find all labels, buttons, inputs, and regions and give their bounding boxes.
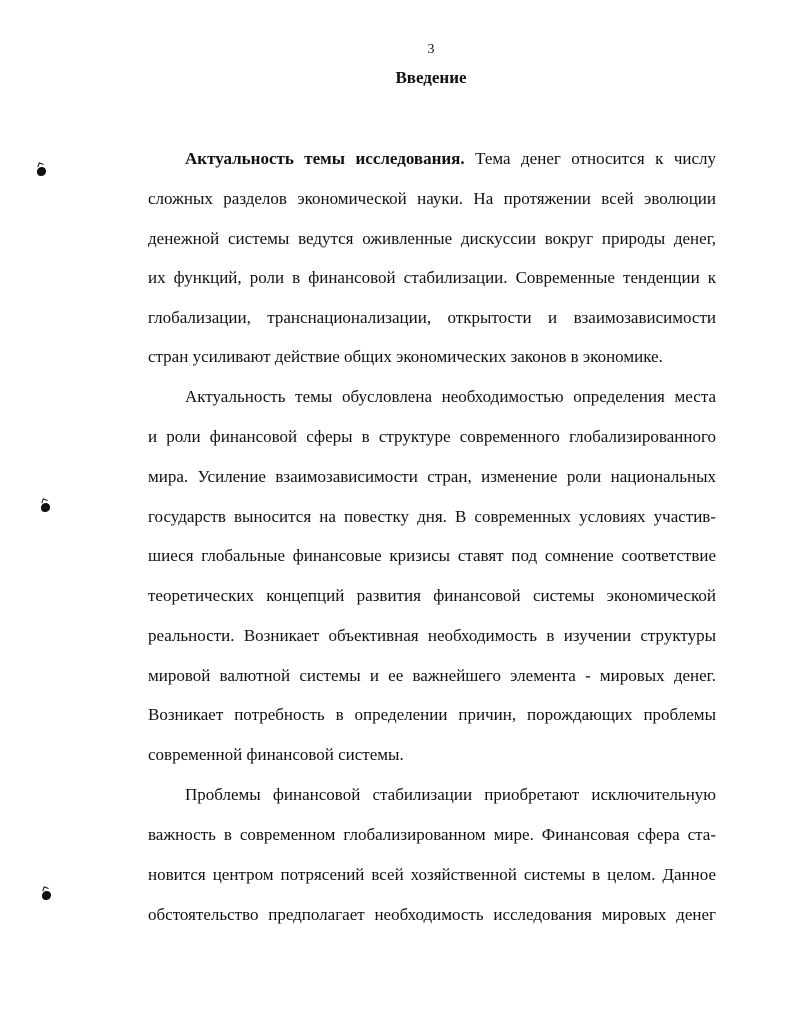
margin-mark — [41, 503, 50, 512]
paragraph-line — [185, 147, 716, 171]
paragraph-line: шиеся глобальные финансовые кризисы ставят под сомнение соответствие — [148, 546, 716, 565]
paragraph-line: Возникает потребность в определении причин, порождающих проблемы — [148, 705, 716, 724]
paragraph-line: современной финансовой системы. — [148, 745, 404, 764]
paragraph-line: стран усиливают действие общих экономических законов в экономике. — [148, 347, 663, 366]
paragraph-line: Проблемы финансовой стабилизации приобретают исключительную — [185, 785, 716, 804]
paragraph-line: теоретических концепций развития финансовой системы экономической — [148, 586, 716, 605]
page-number: 3 — [427, 42, 435, 57]
paragraph-line: реальности. Возникает объективная необходимость в изучении структуры — [148, 626, 716, 645]
paragraph-line: Актуальность темы обусловлена необходимостью определения места — [185, 387, 716, 406]
paragraph-line: денежной системы ведутся оживленные дискуссии вокруг природы денег, — [148, 229, 716, 248]
paragraph-line: обстоятельство предполагает необходимость исследования мировых денег — [148, 905, 716, 924]
paragraph-line: мира. Усиление взаимозависимости стран, изменение роли национальных — [148, 467, 716, 486]
paragraph-line: государств выносится на повестку дня. В современных условиях участив- — [148, 507, 716, 526]
page-title: Введение — [395, 68, 467, 87]
paragraph-line: их функций, роли в финансовой стабилизации. Современные тенденции к — [148, 268, 716, 287]
paragraph-lead: Актуальность темы исследования. — [185, 149, 465, 168]
margin-mark — [37, 167, 46, 176]
paragraph-line: и роли финансовой сферы в структуре современного глобализированного — [148, 427, 716, 446]
margin-mark — [42, 891, 51, 900]
paragraph-line: сложных разделов экономической науки. На протяжении всей эволюции — [148, 189, 716, 208]
paragraph-line: важность в современном глобализированном мире. Финансовая сфера ста- — [148, 825, 716, 844]
paragraph-line: новится центром потрясений всей хозяйственной системы в целом. Данное — [148, 865, 716, 884]
paragraph-line-text: Тема денег относится к числу — [464, 149, 717, 168]
paragraph-line: мировой валютной системы и ее важнейшего элемента - мировых денег. — [148, 666, 716, 685]
paragraph-line: глобализации, транснационализации, открытости и взаимозависимости — [148, 308, 716, 327]
